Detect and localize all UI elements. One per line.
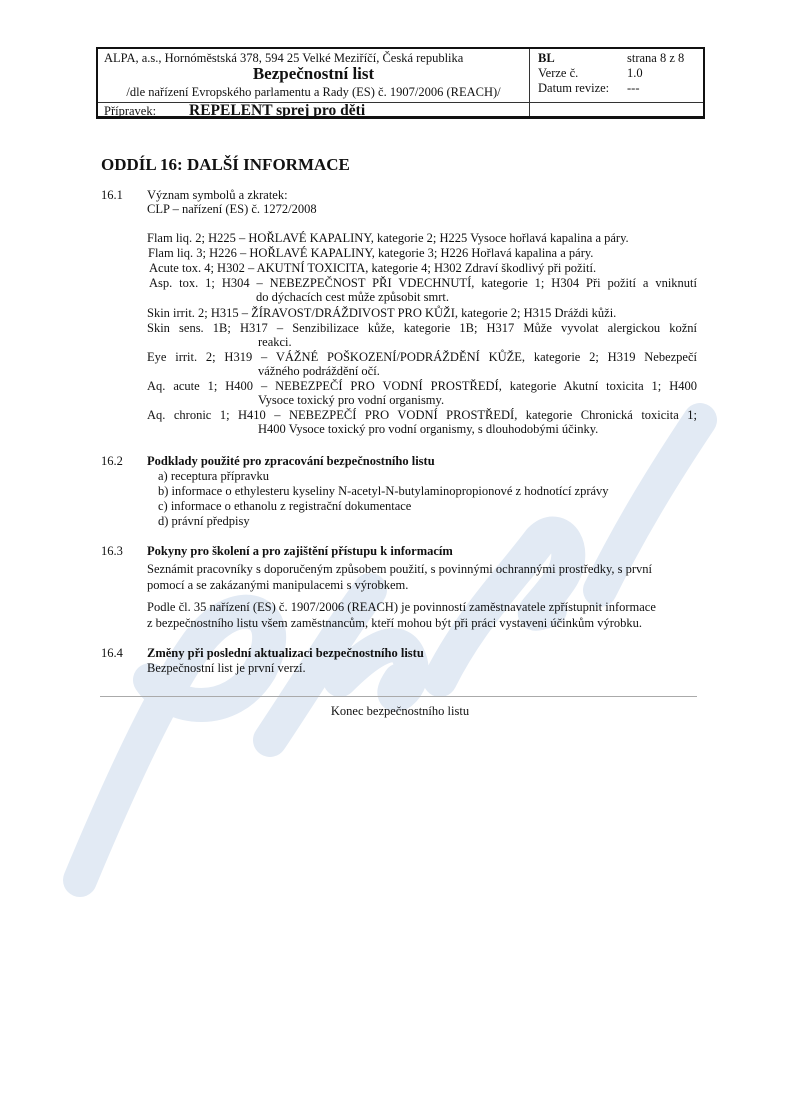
section-number-16-1: 16.1 [101,188,123,202]
end-of-document: Konec bezpečnostního listu [330,704,470,718]
source-item: b) informace o ethylesteru kyseliny N-acetyl-N-butylaminopropionové z hodnotící zprávy [158,484,609,498]
section-16-1-heading: Význam symbolů a zkratek: [147,188,288,202]
product-label: Přípravek: [104,104,157,118]
hazard-line-continued: Vysoce toxický pro vodní organismy. [258,393,445,407]
section-number-16-2: 16.2 [101,454,123,468]
training-paragraph-1-line-1: Seznámit pracovníky s doporučeným způsobem použití, s povinnými ochrannými prostředky, s první [147,562,653,576]
doc-type: BL [538,51,555,65]
product-name: REPELENT sprej pro děti [189,102,366,119]
section-16-4-heading: Změny při poslední aktualizaci bezpečnostního listu [147,646,424,660]
hazard-line: Eye irrit. 2; H319 – VÁŽNÉ POŠKOZENÍ/PODRÁŽDĚNÍ KŮŽE, kategorie 2; H319 Nebezpečí [147,350,697,364]
hazard-line: Acute tox. 4; H302 – AKUTNÍ TOXICITA, kategorie 4; H302 Zdraví škodlivý při požití. [149,261,597,275]
section-title: ODDÍL 16: DALŠÍ INFORMACE [101,155,350,174]
regulation-reference: /dle nařízení Evropského parlamentu a Rady (ES) č. 1907/2006 (REACH)/ [126,85,501,99]
hazard-line: Skin irrit. 2; H315 – ŽÍRAVOST/DRÁŽDIVOST PRO KŮŽI, kategorie 2; H315 Dráždi kůži. [147,306,617,320]
hazard-line: Aq. acute 1; H400 – NEBEZPEČÍ PRO VODNÍ PROSTŘEDÍ, kategorie Akutní toxicita 1; H400 [147,379,697,393]
source-item: a) receptura přípravku [158,469,270,483]
revision-label: Datum revize: [538,81,610,95]
end-divider [100,696,697,697]
hazard-line-continued: vážného podráždění očí. [258,364,380,378]
company-address: ALPA, a.s., Hornóměstská 378, 594 25 Velké Meziříčí, Česká republika [104,51,464,65]
hazard-line: Skin sens. 1B; H317 – Senzibilizace kůže, kategorie 1B; H317 Může vyvolat alergickou kožní [147,321,697,335]
section-16-3-heading: Pokyny pro školení a pro zajištění přístupu k informacím [147,544,453,558]
training-paragraph-1-line-2: pomocí a se zakázanými manipulacemi s výrobkem. [147,578,409,592]
clp-reference: CLP – nařízení (ES) č. 1272/2008 [147,202,317,216]
revision-note: Bezpečnostní list je první verzí. [147,661,306,675]
hazard-line: Flam liq. 2; H225 – HOŘLAVÉ KAPALINY, kategorie 2; H225 Vysoce hořlavá kapalina a páry. [147,231,629,245]
hazard-line: Flam liq. 3; H226 – HOŘLAVÉ KAPALINY, kategorie 3; H226 Hořlavá kapalina a páry. [148,246,594,260]
training-paragraph-2-line-2: z bezpečnostního listu všem zaměstnancům, kteří mohou být při práci vystaveni účinkům výrobku. [147,616,643,630]
section-number-16-3: 16.3 [101,544,123,558]
header-divider-vertical [529,49,530,116]
hazard-line-continued: reakci. [258,335,292,349]
training-paragraph-2-line-1: Podle čl. 35 nařízení (ES) č. 1907/2006 (REACH) je povinností zaměstnavatele zpřístupnit informace [147,600,656,614]
page-number: strana 8 z 8 [627,51,685,65]
document-header [96,47,705,119]
version-value: 1.0 [627,66,643,80]
document-title: Bezpečnostní list [252,64,375,83]
version-label: Verze č. [538,66,579,80]
section-number-16-4: 16.4 [101,646,123,660]
hazard-line: Asp. tox. 1; H304 – NEBEZPEČNOST PŘI VDECHNUTÍ, kategorie 1; H304 Při požití a vniknutí [149,276,697,290]
source-item: c) informace o ethanolu z registrační dokumentace [158,499,412,513]
hazard-line-continued: H400 Vysoce toxický pro vodní organismy, s dlouhodobými účinky. [258,422,599,436]
source-item: d) právní předpisy [158,514,250,528]
hazard-line-continued: do dýchacích cest může způsobit smrt. [256,290,449,304]
revision-value: --- [627,81,640,95]
hazard-line: Aq. chronic 1; H410 – NEBEZPEČÍ PRO VODNÍ PROSTŘEDÍ, kategorie Chronická toxicita 1; [147,408,697,422]
section-16-2-heading: Podklady použité pro zpracování bezpečnostního listu [147,454,435,468]
